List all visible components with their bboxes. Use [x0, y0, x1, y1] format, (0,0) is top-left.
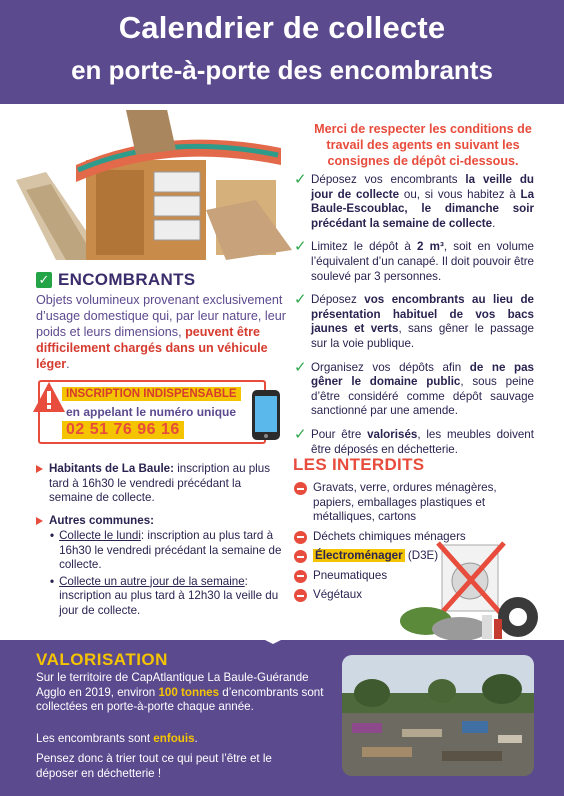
encombrants-definition — [36, 292, 286, 372]
valorisation-title: VALORISATION — [36, 650, 168, 669]
definition-end: . — [66, 357, 70, 371]
green-check-icon: ✓ — [294, 425, 307, 443]
deposit-rules — [294, 173, 534, 466]
merci-notice: Merci de respecter les conditions de travail des agents en suivant les consignes de dépôt ci-dessous. — [314, 122, 532, 168]
bullet-dot-icon: • — [50, 574, 55, 588]
rule-item: ✓ Limitez le dépôt à 2 m³, soit en volume l’équivalent d’un canapé. Il doit pouvoir être soulevé par 3 personnes. — [294, 238, 535, 283]
green-check-icon: ✓ — [294, 358, 307, 376]
page-subtitle: en porte-à-porte des encombrants — [71, 55, 493, 85]
bullet-dot-icon: • — [50, 529, 55, 542]
interdit-item: Végétaux — [294, 588, 534, 603]
inscription-required-label: INSCRIPTION INDISPENSABLE — [62, 387, 241, 401]
valorisation-paragraph-2: Les encombrants sont enfouis. — [36, 732, 198, 745]
no-entry-icon — [294, 482, 307, 495]
valorisation-paragraph-1: Sur le territoire de CapAtlantique La Baule-Guérande Agglo en 2019, environ 100 tonnes d’encombrants sont collectées en porte-à-porte chaque année. — [36, 671, 324, 714]
interdit-item: Gravats, verre, ordures ménagères, papiers, emballages plastiques et métalliques, cartons — [294, 481, 534, 525]
definition-text: Objets volumineux provenant exclusivement d’usage domestique qui, par leur nature, leur poids et leurs dimensions, — [36, 293, 286, 339]
interdit-item: Pneumatiques — [294, 569, 534, 584]
no-entry-icon — [294, 570, 307, 583]
inscription-call-label: en appelant le numéro unique — [66, 405, 237, 419]
green-check-icon: ✓ — [294, 291, 307, 309]
definition-highlight: peuvent être difficilement chargés dans un véhicule léger — [36, 325, 268, 371]
page-title: Calendrier de collecte — [118, 10, 446, 45]
landfill-photo — [342, 655, 534, 776]
collecte-autre-jour-text: : inscription au plus tard à 12h30 la veille du jour de collecte. — [59, 574, 279, 617]
inscription-rules — [36, 462, 282, 618]
green-check-icon: ✓ — [294, 238, 307, 256]
la-baule-rule — [36, 462, 282, 506]
collecte-lundi-rule — [50, 529, 282, 573]
warning-icon — [32, 380, 66, 416]
collecte-lundi-label: Collecte le lundi — [59, 529, 141, 542]
forbidden-waste-image — [400, 537, 540, 645]
encombrants-title: ENCOMBRANTS — [58, 270, 196, 289]
no-entry-icon — [294, 550, 307, 563]
interdit-item-electromenager: Électroménager (D3E) — [294, 549, 534, 564]
no-entry-icon — [294, 589, 307, 602]
la-baule-text: inscription au plus tard à 16h30 le vendredi précédant la semaine de collecte. — [49, 462, 271, 504]
furniture-pile-image — [16, 110, 292, 260]
collecte-autre-jour-label: Collecte un autre jour de la semaine — [59, 574, 245, 588]
no-entry-icon — [294, 531, 307, 544]
header-banner — [0, 0, 564, 104]
valorisation-paragraph-3: Pensez donc à trier tout ce qui peut l’être et le déposer en déchetterie ! — [36, 752, 272, 780]
phone-number[interactable]: 02 51 76 96 16 — [62, 421, 184, 439]
autres-communes-rule — [36, 514, 282, 529]
collecte-lundi-text: : inscription au plus tard à 16h30 le vendredi précédant la semaine de collecte. — [59, 529, 282, 571]
encombrants-heading — [36, 270, 195, 290]
rule-item: ✓ Organisez vos dépôts afin de ne pas gêner le domaine public, sous peine d’être considéré comme dépôt sauvage sanctionné par une amende. — [294, 358, 534, 418]
interdit-item: Déchets chimiques ménagers — [294, 530, 534, 545]
interdits-title: LES INTERDITS — [293, 455, 425, 474]
rule-item: ✓ Déposez vos encombrants au lieu de présentation habituel de vos bacs jaunes et verts, sans gêner le passage sur la voie publique. — [294, 291, 535, 350]
check-box-icon: ✓ — [36, 272, 52, 288]
bullet-triangle-icon — [36, 465, 43, 473]
bullet-triangle-icon — [36, 517, 43, 525]
la-baule-label: Habitants de La Baule: — [49, 462, 174, 475]
green-check-icon: ✓ — [294, 171, 307, 188]
collecte-autre-jour-rule — [50, 575, 282, 619]
rule-item: ✓ Pour être valorisés, les meubles doivent être déposés en déchetterie. — [294, 425, 534, 456]
rule-item: ✓ Déposez vos encombrants la veille du jour de collecte ou, si vous habitez à La Baule-Escoublac, le dimanche soir précédant la semaine de collecte. — [294, 171, 535, 230]
smartphone-icon — [250, 388, 282, 442]
banner-notch — [245, 630, 301, 644]
autres-communes-label: Autres communes: — [49, 513, 155, 527]
